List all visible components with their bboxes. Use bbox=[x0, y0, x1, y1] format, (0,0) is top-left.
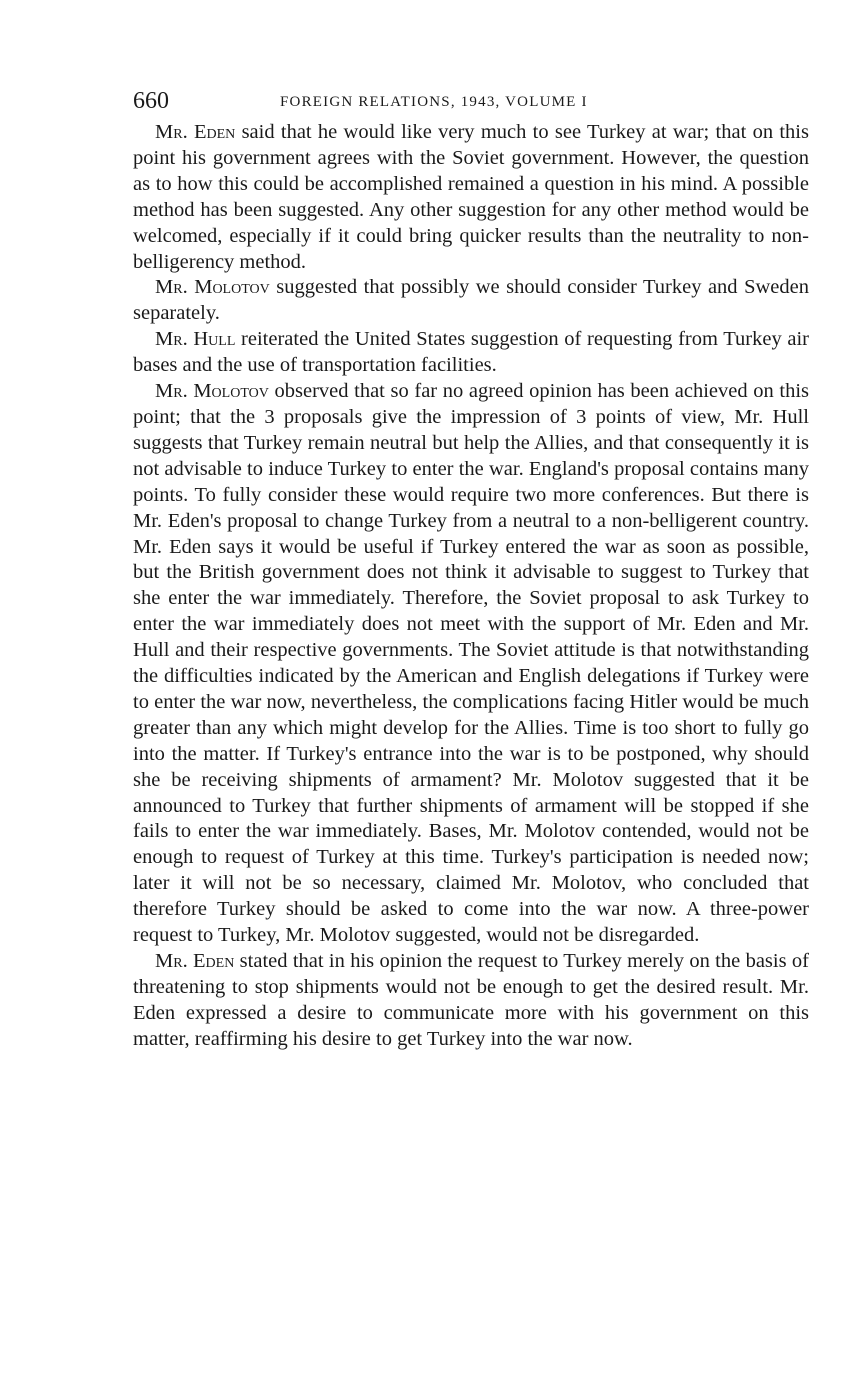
paragraph-hull-1 bbox=[133, 327, 809, 379]
paragraph-eden-1 bbox=[133, 120, 809, 275]
paragraph-text: stated that in his opinion the request to Turkey merely on the basis of threatening to stop shipments would not be enough to get the desired result. Mr. Eden expressed a desire to communicate more with his government on this matter, reaffirming his desire to get Turkey into the war now. bbox=[133, 950, 809, 1050]
paragraph-text: observed that so far no agreed opinion has been achieved on this point; that the 3 proposals give the impression of 3 points of view, Mr. Hull suggests that Turkey remain neutral but help the Allies, and that consequently it is not advisable to induce Turkey to enter the war. England's proposal contains many points. To fully consider these would require two more conferences. But there is Mr. Eden's proposal to change Turkey from a neutral to a non-belligerent country. Mr. Eden says it would be useful if Turkey entered the war as soon as possible, but the British government does not think it advisable to suggest to Turkey that she enter the war immediately. Therefore, the Soviet proposal to ask Turkey to enter the war immediately does not meet with the support of Mr. Eden and Mr. Hull and their respective governments. The Soviet attitude is that notwithstanding the difficulties indicated by the American and English delegations if Turkey were to enter the war now, nevertheless, the complications facing Hitler would be much greater than any which might develop for the Allies. Time is too short to fully go into the matter. If Turkey's entrance into the war is to be postponed, why should she be receiving shipments of armament? Mr. Molotov suggested that it be announced to Turkey that further shipments of armament will be stopped if she fails to enter the war immediately. Bases, Mr. Molotov contended, would not be enough to request of Turkey at this time. Turkey's participation is needed now; later it will not be so necessary, claimed Mr. Molotov, who concluded that therefore Turkey should be asked to come into the war now. A three-power request to Turkey, Mr. Molotov suggested, would not be disregarded. bbox=[133, 380, 809, 947]
speaker-name: Mr. Eden bbox=[155, 121, 236, 143]
paragraph-molotov-1 bbox=[133, 275, 809, 327]
speaker-name: Mr. Molotov bbox=[155, 276, 270, 299]
page-number: 660 bbox=[133, 88, 169, 114]
paragraph-eden-2 bbox=[133, 949, 809, 1053]
speaker-name: Mr. Molotov bbox=[155, 380, 269, 403]
paragraph-text: said that he would like very much to see Turkey at war; that on this point his government agrees with the Soviet government. However, the question as to how this could be accomplished remained a question in his mind. A possible method has been suggested. Any other suggestion for any other method would be welcomed, especially if it could bring quicker results than the neutrality to non-belligerency method. bbox=[133, 121, 809, 273]
speaker-name: Mr. Eden bbox=[155, 950, 235, 972]
running-header bbox=[133, 84, 809, 118]
speaker-name: Mr. Hull bbox=[155, 328, 236, 351]
document-page bbox=[133, 84, 809, 1053]
paragraph-text: suggested that possibly we should consider Turkey and Sweden separately. bbox=[133, 276, 809, 325]
body-text bbox=[133, 120, 809, 1053]
header-title: FOREIGN RELATIONS, 1943, VOLUME I bbox=[280, 94, 588, 110]
paragraph-molotov-2 bbox=[133, 379, 809, 949]
paragraph-text: reiterated the United States suggestion of requesting from Turkey air bases and the use of transportation facilities. bbox=[133, 328, 810, 377]
